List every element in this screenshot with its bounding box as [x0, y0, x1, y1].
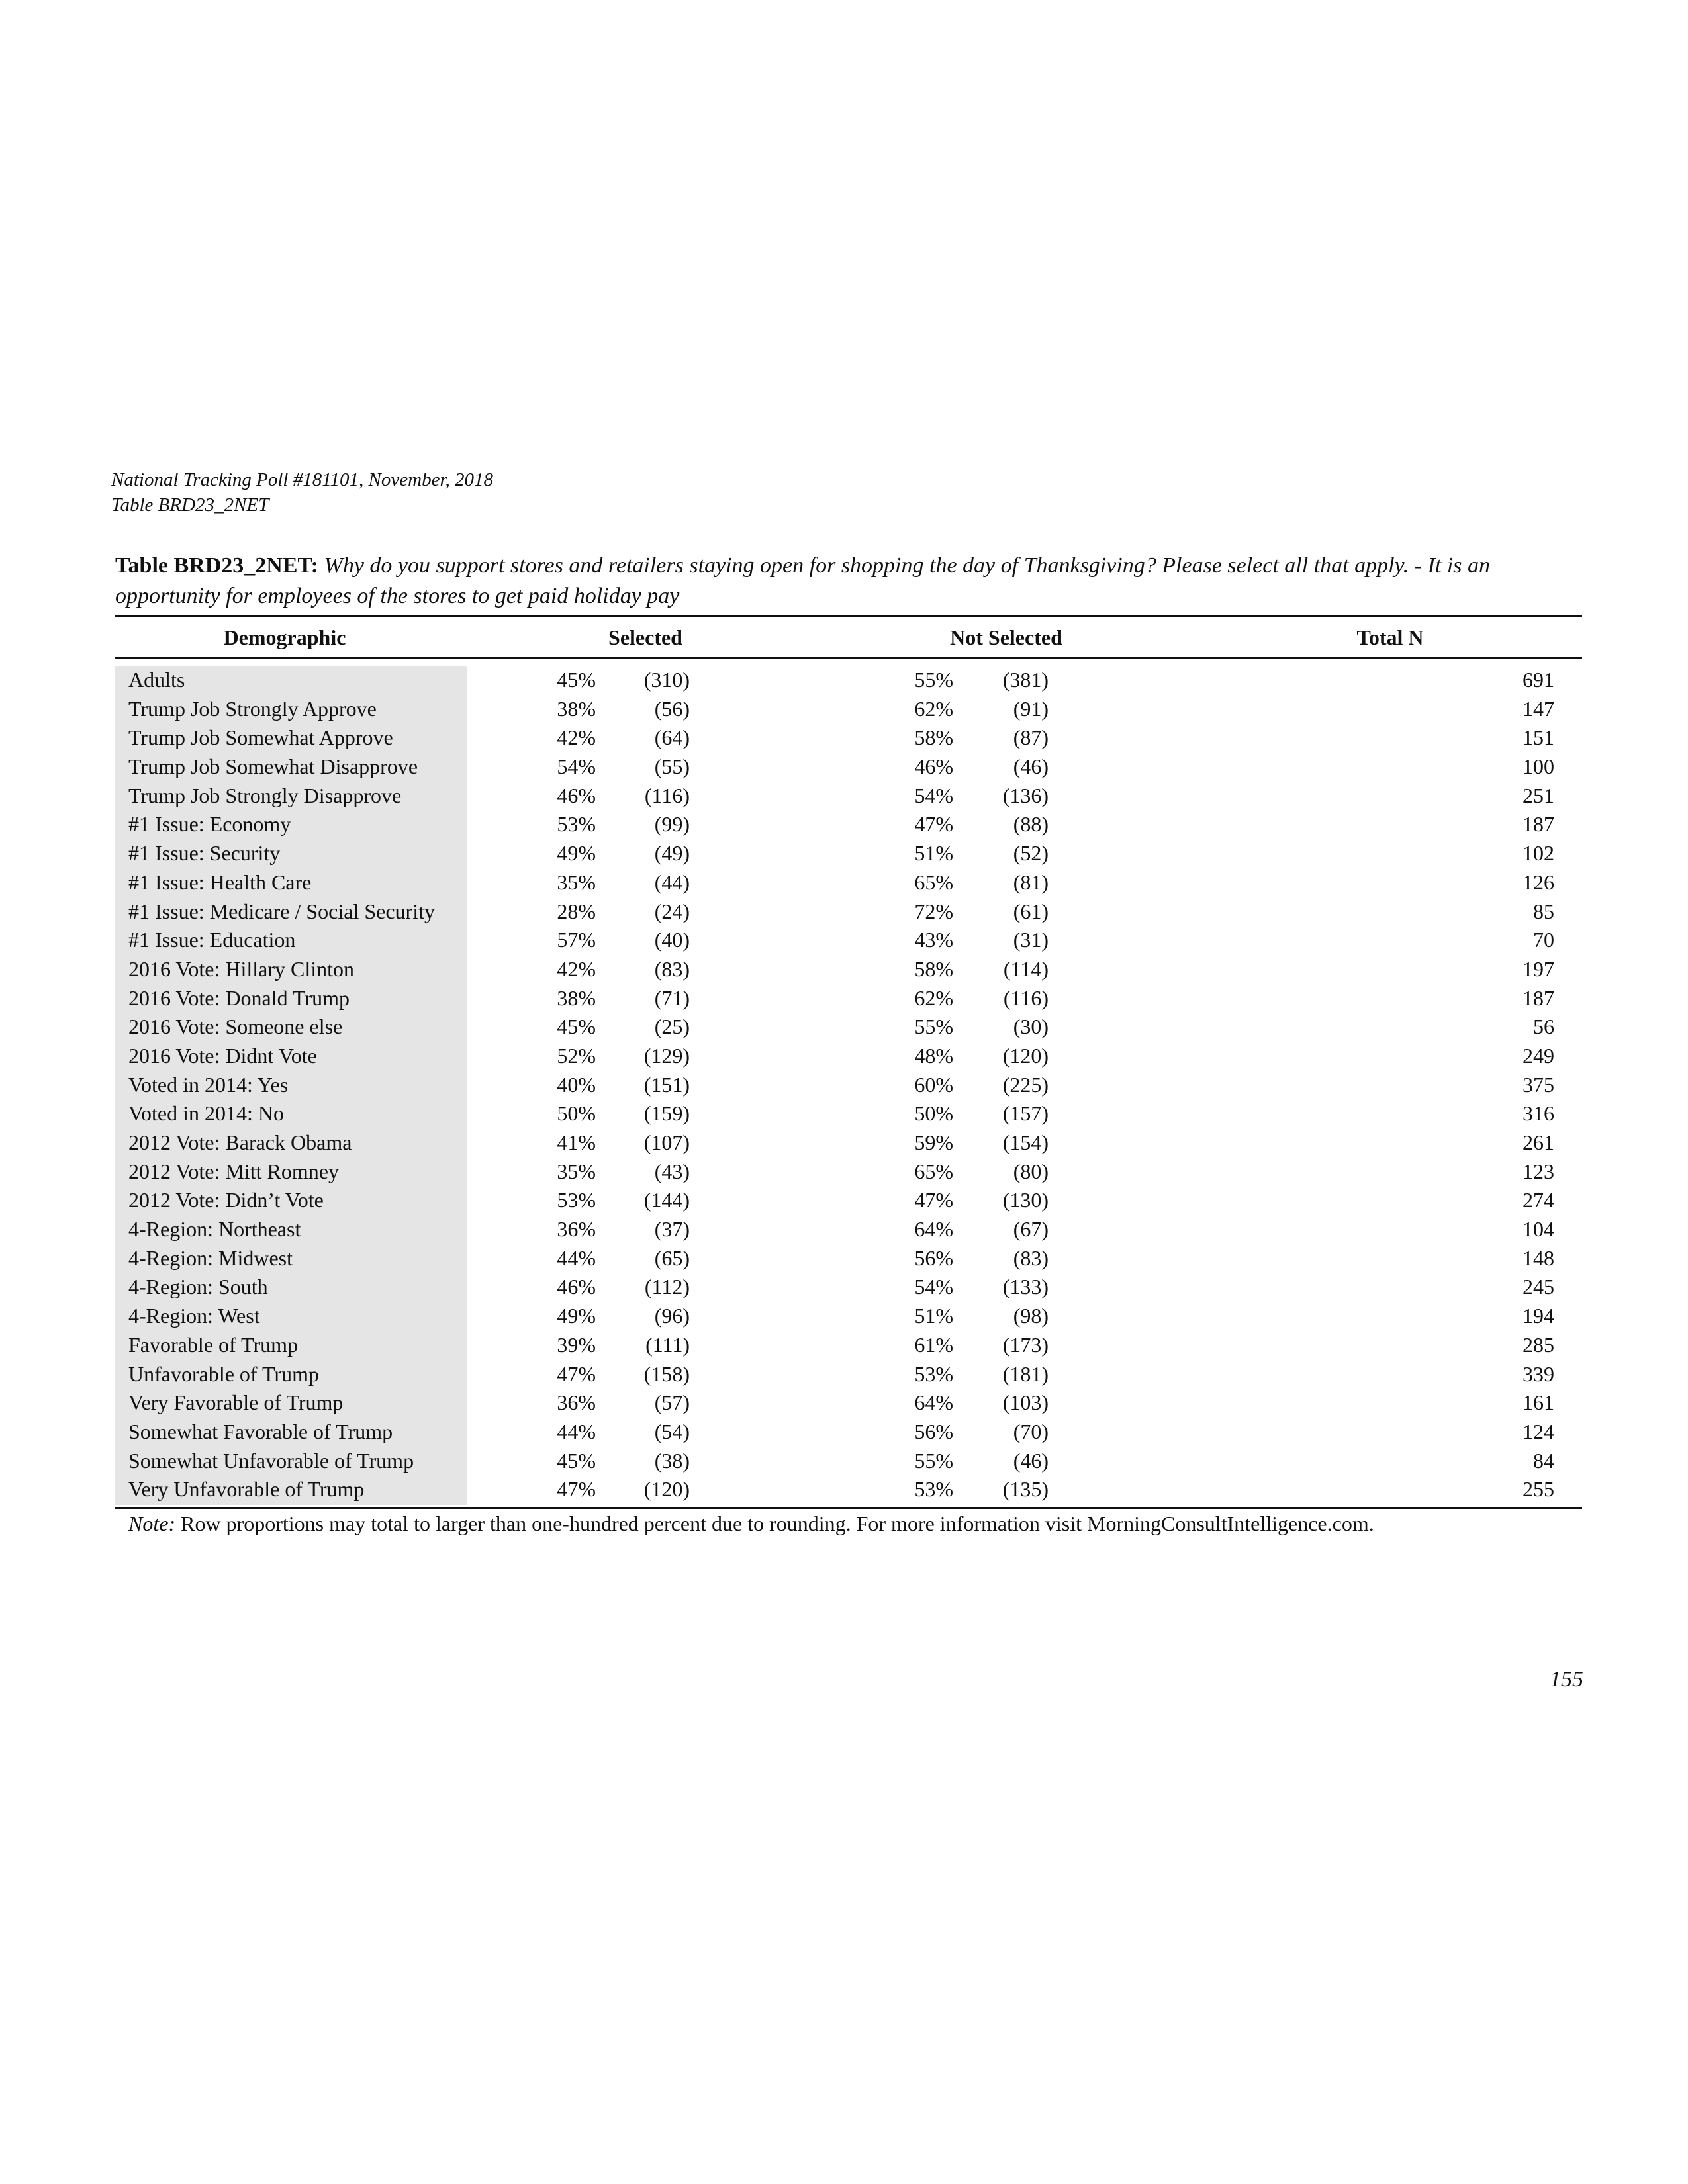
selected-percent-cell: 38% — [557, 985, 596, 1010]
total-n-cell: 187 — [1523, 985, 1554, 1010]
selected-count-cell: (144) — [643, 1188, 690, 1212]
selected-count-cell: (96) — [654, 1304, 690, 1328]
selected-percent-cell: 42% — [557, 725, 596, 750]
not-selected-count-cell: (154) — [1002, 1130, 1049, 1154]
selected-count-cell: (40) — [654, 928, 690, 952]
total-n-cell: 161 — [1523, 1390, 1554, 1415]
not-selected-percent-cell: 62% — [914, 696, 953, 721]
demographic-cell: Unfavorable of Trump — [128, 1361, 319, 1386]
selected-percent-cell: 50% — [557, 1101, 596, 1126]
demographic-cell: 4-Region: Northeast — [128, 1217, 301, 1242]
selected-percent-cell: 44% — [557, 1246, 596, 1270]
table-header-rule — [115, 657, 1582, 659]
not-selected-count-cell: (103) — [1002, 1390, 1049, 1415]
not-selected-percent-cell: 47% — [914, 1188, 953, 1212]
demographic-cell: 2016 Vote: Hillary Clinton — [128, 956, 355, 981]
table-note — [128, 1509, 1374, 1538]
table-row — [0, 1186, 1688, 1215]
total-n-cell: 194 — [1523, 1304, 1554, 1328]
not-selected-count-cell: (70) — [1013, 1419, 1049, 1443]
not-selected-count-cell: (133) — [1002, 1275, 1049, 1299]
not-selected-count-cell: (31) — [1013, 928, 1049, 952]
column-header-selected: Selected — [608, 625, 682, 649]
not-selected-count-cell: (88) — [1013, 812, 1049, 837]
not-selected-count-cell: (135) — [1002, 1477, 1049, 1502]
demographic-cell: Trump Job Strongly Approve — [128, 696, 377, 721]
selected-count-cell: (24) — [654, 899, 690, 923]
selected-percent-cell: 54% — [557, 754, 596, 779]
not-selected-count-cell: (46) — [1013, 754, 1049, 779]
not-selected-percent-cell: 56% — [914, 1419, 953, 1443]
table-row — [0, 984, 1688, 1013]
demographic-cell: Voted in 2014: No — [128, 1101, 284, 1126]
total-n-cell: 261 — [1523, 1130, 1554, 1154]
not-selected-count-cell: (173) — [1002, 1332, 1049, 1357]
not-selected-percent-cell: 53% — [914, 1361, 953, 1386]
total-n-cell: 316 — [1523, 1101, 1554, 1126]
table-row — [0, 1475, 1688, 1504]
demographic-cell: #1 Issue: Security — [128, 841, 281, 866]
table-row — [0, 926, 1688, 955]
table-caption — [115, 551, 1582, 612]
selected-count-cell: (37) — [654, 1217, 690, 1242]
not-selected-percent-cell: 54% — [914, 1275, 953, 1299]
selected-count-cell: (54) — [654, 1419, 690, 1443]
selected-percent-cell: 53% — [557, 812, 596, 837]
not-selected-percent-cell: 51% — [914, 1304, 953, 1328]
not-selected-count-cell: (381) — [1002, 668, 1049, 692]
demographic-cell: #1 Issue: Medicare / Social Security — [128, 899, 435, 923]
total-n-cell: 187 — [1523, 812, 1554, 837]
demographic-cell: #1 Issue: Health Care — [128, 870, 312, 894]
demographic-cell: 2012 Vote: Mitt Romney — [128, 1159, 339, 1183]
selected-percent-cell: 47% — [557, 1361, 596, 1386]
demographic-cell: Trump Job Somewhat Disapprove — [128, 754, 418, 779]
table-row — [0, 695, 1688, 724]
not-selected-percent-cell: 59% — [914, 1130, 953, 1154]
selected-count-cell: (65) — [654, 1246, 690, 1270]
selected-count-cell: (44) — [654, 870, 690, 894]
not-selected-percent-cell: 50% — [914, 1101, 953, 1126]
total-n-cell: 249 — [1523, 1043, 1554, 1068]
table-row — [0, 1042, 1688, 1071]
total-n-cell: 251 — [1523, 783, 1554, 807]
not-selected-count-cell: (46) — [1013, 1448, 1049, 1473]
total-n-cell: 56 — [1533, 1015, 1554, 1039]
total-n-cell: 691 — [1523, 668, 1554, 692]
selected-percent-cell: 44% — [557, 1419, 596, 1443]
demographic-cell: Somewhat Unfavorable of Trump — [128, 1448, 414, 1473]
not-selected-percent-cell: 62% — [914, 985, 953, 1010]
selected-count-cell: (64) — [654, 725, 690, 750]
total-n-cell: 104 — [1523, 1217, 1554, 1242]
not-selected-count-cell: (130) — [1002, 1188, 1049, 1212]
selected-count-cell: (151) — [643, 1072, 690, 1097]
not-selected-count-cell: (81) — [1013, 870, 1049, 894]
selected-count-cell: (159) — [643, 1101, 690, 1126]
selected-count-cell: (43) — [654, 1159, 690, 1183]
table-row — [0, 1418, 1688, 1447]
not-selected-count-cell: (181) — [1002, 1361, 1049, 1386]
demographic-cell: Somewhat Favorable of Trump — [128, 1419, 393, 1443]
table-row — [0, 1215, 1688, 1244]
table-row — [0, 1388, 1688, 1418]
selected-percent-cell: 38% — [557, 696, 596, 721]
demographic-cell: 2016 Vote: Someone else — [128, 1015, 343, 1039]
demographic-cell: Adults — [128, 668, 185, 692]
selected-count-cell: (55) — [654, 754, 690, 779]
not-selected-count-cell: (120) — [1002, 1043, 1049, 1068]
selected-percent-cell: 35% — [557, 1159, 596, 1183]
note-text: Row proportions may total to larger than one-hundred percent due to rounding. For more information visit MorningConsultIntelligence.com. — [181, 1512, 1374, 1535]
total-n-cell: 124 — [1523, 1419, 1554, 1443]
selected-count-cell: (49) — [654, 841, 690, 866]
not-selected-percent-cell: 64% — [914, 1390, 953, 1415]
table-top-rule — [115, 615, 1582, 617]
not-selected-percent-cell: 60% — [914, 1072, 953, 1097]
table-row — [0, 1071, 1688, 1100]
table-row — [0, 1331, 1688, 1360]
demographic-cell: Very Unfavorable of Trump — [128, 1477, 365, 1502]
not-selected-percent-cell: 55% — [914, 1448, 953, 1473]
running-header-title: National Tracking Poll #181101, November, 2018 — [111, 469, 494, 490]
selected-count-cell: (107) — [643, 1130, 690, 1154]
table-row — [0, 1099, 1688, 1128]
not-selected-percent-cell: 51% — [914, 841, 953, 866]
total-n-cell: 148 — [1523, 1246, 1554, 1270]
table-row — [0, 1273, 1688, 1302]
not-selected-count-cell: (136) — [1002, 783, 1049, 807]
table-row — [0, 782, 1688, 811]
selected-percent-cell: 28% — [557, 899, 596, 923]
total-n-cell: 70 — [1533, 928, 1554, 952]
not-selected-percent-cell: 61% — [914, 1332, 953, 1357]
table-row — [0, 1128, 1688, 1158]
not-selected-count-cell: (61) — [1013, 899, 1049, 923]
note-label: Note: — [128, 1512, 176, 1535]
table-row — [0, 1013, 1688, 1042]
total-n-cell: 85 — [1533, 899, 1554, 923]
selected-count-cell: (116) — [644, 783, 690, 807]
not-selected-percent-cell: 58% — [914, 725, 953, 750]
not-selected-count-cell: (30) — [1013, 1015, 1049, 1039]
table-row — [0, 723, 1688, 752]
column-header-demographic: Demographic — [223, 625, 346, 649]
not-selected-count-cell: (98) — [1013, 1304, 1049, 1328]
total-n-cell: 123 — [1523, 1159, 1554, 1183]
selected-percent-cell: 46% — [557, 783, 596, 807]
total-n-cell: 84 — [1533, 1448, 1554, 1473]
total-n-cell: 126 — [1523, 870, 1554, 894]
selected-count-cell: (310) — [643, 668, 690, 692]
table-row — [0, 1447, 1688, 1476]
selected-count-cell: (38) — [654, 1448, 690, 1473]
not-selected-percent-cell: 58% — [914, 956, 953, 981]
total-n-cell: 339 — [1523, 1361, 1554, 1386]
not-selected-percent-cell: 56% — [914, 1246, 953, 1270]
not-selected-percent-cell: 43% — [914, 928, 953, 952]
caption-label: Table BRD23_2NET: — [115, 553, 318, 578]
not-selected-count-cell: (80) — [1013, 1159, 1049, 1183]
selected-count-cell: (120) — [643, 1477, 690, 1502]
not-selected-count-cell: (114) — [1003, 956, 1049, 981]
not-selected-percent-cell: 72% — [914, 899, 953, 923]
demographic-cell: Favorable of Trump — [128, 1332, 298, 1357]
demographic-cell: 4-Region: West — [128, 1304, 260, 1328]
demographic-cell: Trump Job Strongly Disapprove — [128, 783, 402, 807]
selected-percent-cell: 47% — [557, 1477, 596, 1502]
not-selected-count-cell: (157) — [1002, 1101, 1049, 1126]
demographic-cell: #1 Issue: Education — [128, 928, 296, 952]
column-header-not-selected: Not Selected — [950, 625, 1062, 649]
selected-percent-cell: 45% — [557, 668, 596, 692]
selected-percent-cell: 45% — [557, 1448, 596, 1473]
not-selected-percent-cell: 55% — [914, 668, 953, 692]
table-row — [0, 810, 1688, 839]
selected-percent-cell: 45% — [557, 1015, 596, 1039]
running-header-table-id: Table BRD23_2NET — [111, 494, 269, 516]
demographic-cell: Voted in 2014: Yes — [128, 1072, 289, 1097]
selected-percent-cell: 57% — [557, 928, 596, 952]
selected-percent-cell: 49% — [557, 1304, 596, 1328]
table-row — [0, 666, 1688, 695]
not-selected-percent-cell: 64% — [914, 1217, 953, 1242]
not-selected-percent-cell: 53% — [914, 1477, 953, 1502]
table-row — [0, 1244, 1688, 1273]
total-n-cell: 102 — [1523, 841, 1554, 866]
not-selected-percent-cell: 55% — [914, 1015, 953, 1039]
selected-count-cell: (111) — [645, 1332, 690, 1357]
selected-count-cell: (56) — [654, 696, 690, 721]
demographic-cell: 4-Region: South — [128, 1275, 268, 1299]
table-row — [0, 752, 1688, 782]
selected-count-cell: (25) — [654, 1015, 690, 1039]
not-selected-count-cell: (225) — [1002, 1072, 1049, 1097]
not-selected-percent-cell: 48% — [914, 1043, 953, 1068]
selected-percent-cell: 52% — [557, 1043, 596, 1068]
caption-question: Why do you support stores and retailers staying open for shopping the day of Thanksgiving? Please select all that apply. - It is an opportunity for employees of the stores to get paid holiday pay — [115, 553, 1491, 608]
not-selected-count-cell: (91) — [1013, 696, 1049, 721]
selected-percent-cell: 42% — [557, 956, 596, 981]
total-n-cell: 285 — [1523, 1332, 1554, 1357]
selected-percent-cell: 36% — [557, 1390, 596, 1415]
selected-count-cell: (112) — [644, 1275, 690, 1299]
total-n-cell: 151 — [1523, 725, 1554, 750]
table-row — [0, 868, 1688, 897]
selected-percent-cell: 39% — [557, 1332, 596, 1357]
table-row — [0, 1158, 1688, 1187]
selected-percent-cell: 46% — [557, 1275, 596, 1299]
selected-percent-cell: 53% — [557, 1188, 596, 1212]
total-n-cell: 255 — [1523, 1477, 1554, 1502]
demographic-cell: 2012 Vote: Didn’t Vote — [128, 1188, 324, 1212]
demographic-cell: 2012 Vote: Barack Obama — [128, 1130, 352, 1154]
total-n-cell: 274 — [1523, 1188, 1554, 1212]
not-selected-percent-cell: 54% — [914, 783, 953, 807]
demographic-cell: 2016 Vote: Didnt Vote — [128, 1043, 317, 1068]
selected-percent-cell: 35% — [557, 870, 596, 894]
table-row — [0, 897, 1688, 927]
column-header-total-n: Total N — [1356, 625, 1424, 649]
not-selected-count-cell: (83) — [1013, 1246, 1049, 1270]
selected-percent-cell: 36% — [557, 1217, 596, 1242]
page-number: 155 — [1550, 1667, 1583, 1692]
table-body — [0, 666, 1688, 1504]
selected-count-cell: (57) — [654, 1390, 690, 1415]
table-row — [0, 1302, 1688, 1331]
selected-count-cell: (83) — [654, 956, 690, 981]
not-selected-percent-cell: 46% — [914, 754, 953, 779]
not-selected-count-cell: (67) — [1013, 1217, 1049, 1242]
selected-percent-cell: 41% — [557, 1130, 596, 1154]
total-n-cell: 100 — [1523, 754, 1554, 779]
not-selected-percent-cell: 65% — [914, 870, 953, 894]
demographic-cell: Very Favorable of Trump — [128, 1390, 344, 1415]
demographic-cell: Trump Job Somewhat Approve — [128, 725, 393, 750]
not-selected-count-cell: (87) — [1013, 725, 1049, 750]
total-n-cell: 147 — [1523, 696, 1554, 721]
demographic-cell: #1 Issue: Economy — [128, 812, 291, 837]
table-row — [0, 1360, 1688, 1389]
selected-percent-cell: 40% — [557, 1072, 596, 1097]
not-selected-count-cell: (52) — [1013, 841, 1049, 866]
table-row — [0, 955, 1688, 984]
not-selected-count-cell: (116) — [1003, 985, 1049, 1010]
selected-percent-cell: 49% — [557, 841, 596, 866]
total-n-cell: 197 — [1523, 956, 1554, 981]
table-row — [0, 839, 1688, 868]
not-selected-percent-cell: 65% — [914, 1159, 953, 1183]
demographic-cell: 4-Region: Midwest — [128, 1246, 293, 1270]
total-n-cell: 375 — [1523, 1072, 1554, 1097]
selected-count-cell: (99) — [654, 812, 690, 837]
total-n-cell: 245 — [1523, 1275, 1554, 1299]
selected-count-cell: (158) — [643, 1361, 690, 1386]
demographic-cell: 2016 Vote: Donald Trump — [128, 985, 350, 1010]
not-selected-percent-cell: 47% — [914, 812, 953, 837]
selected-count-cell: (71) — [654, 985, 690, 1010]
selected-count-cell: (129) — [643, 1043, 690, 1068]
